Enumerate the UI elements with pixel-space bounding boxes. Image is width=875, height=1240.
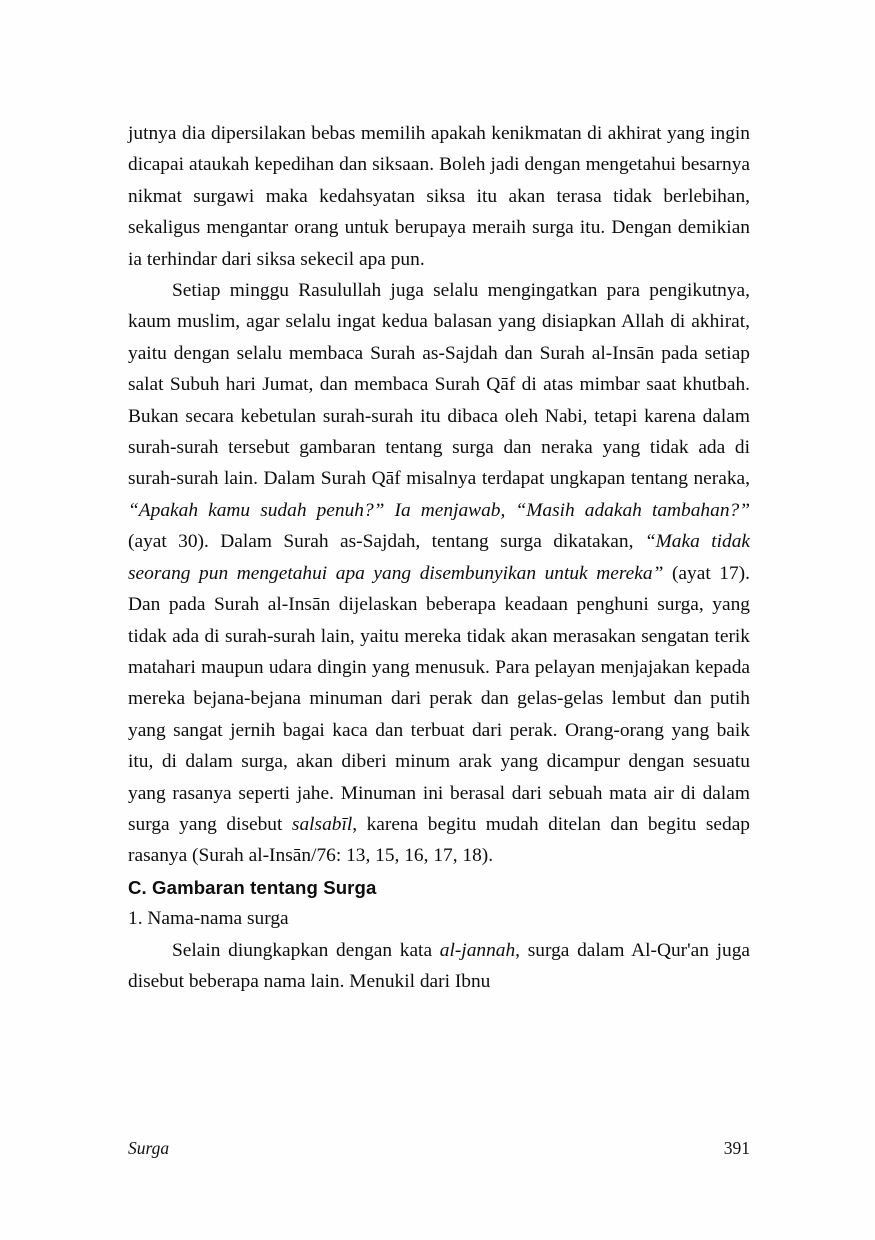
paragraph-continued xyxy=(128,118,750,275)
subheading-nama-nama-surga: 1. Nama-nama surga xyxy=(128,908,289,930)
paragraph-selain xyxy=(128,935,750,998)
text-run: (ayat 17). Dan pada Surah al-Insān dijelaskan beberapa keadaan penghuni surga, yang tidak ada di surah-surah lain, yaitu mereka tidak akan merasakan sengatan terik matahari maupun udara dingin yang menusuk. Para pelayan menjajakan kepada mereka bejana-bejana minuman dari perak dan gelas-gelas lembut dan putih yang sangat jernih bagai kaca dan terbuat dari perak. Orang-orang yang baik itu, di dalam surga, akan diberi minum arak yang dicampur dengan sesuatu yang rasanya seperti jahe. Minuman ini berasal dari sebuah mata air di dalam surga yang disebut xyxy=(128,562,750,835)
paragraph-setiap-minggu xyxy=(128,275,750,872)
text-run: , surga dalam Al-Qur'an juga disebut beberapa nama lain. Menukil dari Ibnu xyxy=(128,939,750,992)
italic-run: “Maka tidak seorang pun mengetahui apa yang disembunyikan untuk mereka” xyxy=(128,531,750,584)
page-content xyxy=(128,118,750,997)
text-run: (ayat 30). Dalam Surah as-Sajdah, tentang surga dikatakan, xyxy=(128,531,645,553)
text-run: , karena begitu mudah ditelan dan begitu sedap rasanya (Surah al-Insān/76: 13, 15, 16, 17, 18). xyxy=(128,813,750,867)
section-heading: C. Gambaran tentang Surga xyxy=(128,876,377,898)
text-run: jutnya dia dipersilakan bebas memilih apakah kenikmatan di akhirat yang ingin dicapai ataukah kepedihan dan siksaan. Boleh jadi dengan mengetahui besarnya nikmat surgawi maka kedahsyatan siksa itu akan terasa tidak berlebihan, sekaligus mengantar orang untuk berupaya meraih surga itu. Dengan demikian ia terhindar dari siksa sekecil apa pun. xyxy=(128,123,750,270)
text-run: Selain diungkapkan dengan kata xyxy=(172,939,440,961)
running-title: Surga xyxy=(128,1138,170,1158)
page-footer xyxy=(128,1138,750,1159)
page-number: 391 xyxy=(723,1138,750,1158)
italic-run: al-jannah xyxy=(439,939,516,961)
italic-run: salsabīl xyxy=(291,813,353,835)
text-run: Setiap minggu Rasulullah juga selalu mengingatkan para pengikutnya, kaum muslim, agar selalu ingat kedua balasan yang disiapkan Allah di akhirat, yaitu dengan selalu membaca Surah as-Sajdah dan Surah al-Insān pada setiap salat Subuh hari Jumat, dan membaca Surah Qāf di atas mimbar saat khutbah. Bukan secara kebetulan surah-surah itu dibaca oleh Nabi, tetapi karena dalam surah-surah tersebut gambaran tentang surga dan neraka yang tidak ada di surah-surah lain. Dalam Surah Qāf misalnya terdapat ungkapan tentang neraka, xyxy=(128,280,750,490)
italic-run: “Apakah kamu sudah penuh?” Ia menjawab, “Masih adakah tambahan?” xyxy=(128,499,750,521)
